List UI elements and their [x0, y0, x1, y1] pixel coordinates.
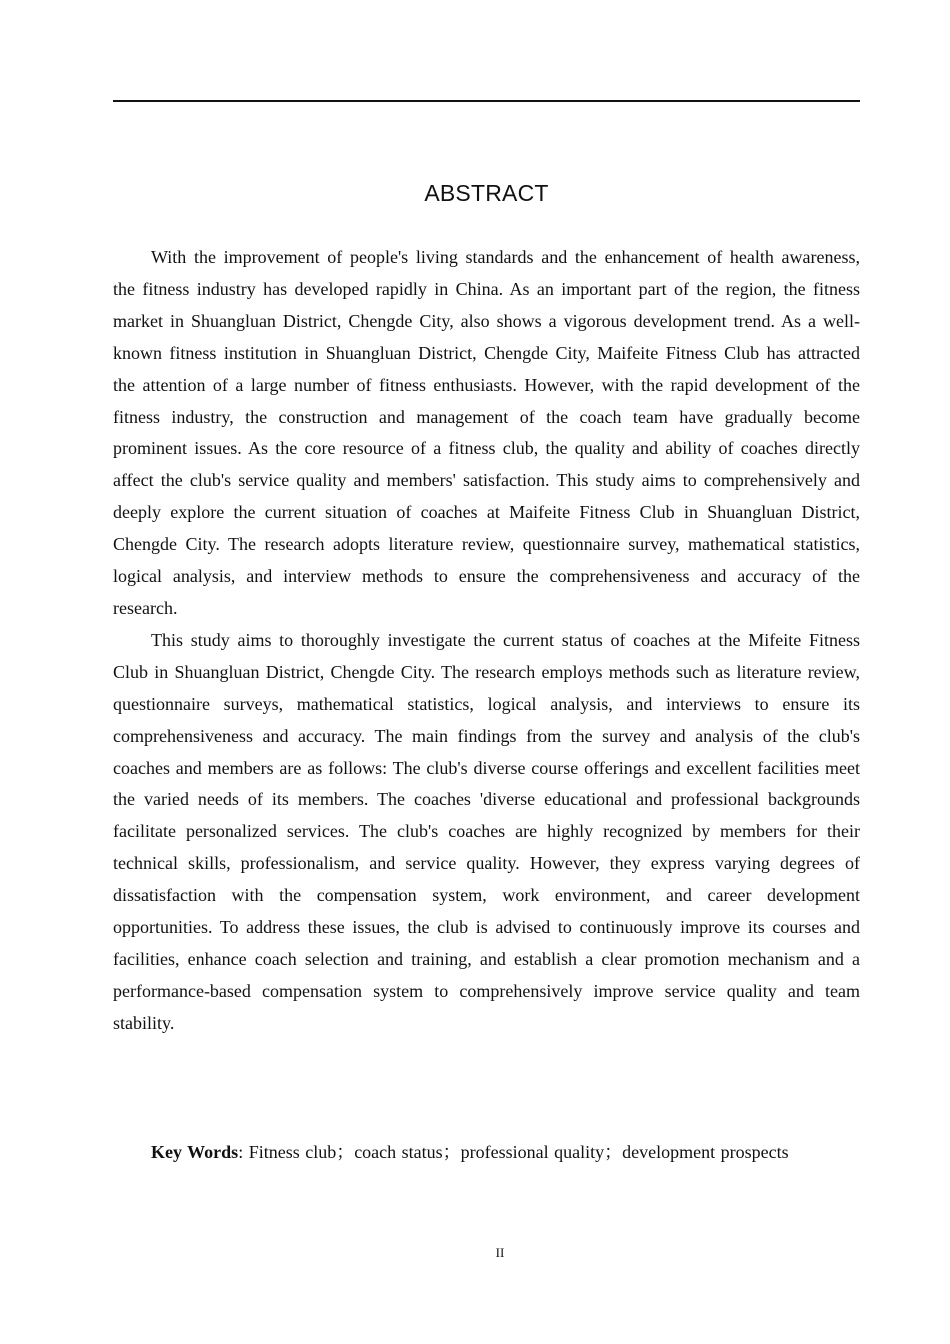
header-rule	[113, 100, 860, 102]
keywords-label: Key Words	[151, 1142, 239, 1162]
abstract-paragraph-1: With the improvement of people's living standards and the enhancement of health awareness, the fitness industry has developed rapidly in China. As an important part of the region, the fitness market in Shuangluan District, Chengde City, also shows a vigorous development trend. As a well-known fitness institution in Shuangluan District, Chengde City, Maifeite Fitness Club has attracted the attention of a large number of fitness enthusiasts. However, with the rapid development of the fitness industry, the construction and management of the coach team have gradually become prominent issues. As the core resource of a fitness club, the quality and ability of coaches directly affect the club's service quality and members' satisfaction. This study aims to comprehensively and deeply explore the current situation of coaches at Maifeite Fitness Club in Shuangluan District, Chengde City. The research adopts literature review, questionnaire survey, mathematical statistics, logical analysis, and interview methods to ensure the comprehensiveness and accuracy of the research.	[113, 247, 860, 618]
keywords-line	[151, 1137, 871, 1167]
page-number: II	[495, 1245, 505, 1260]
abstract-body	[113, 242, 860, 1040]
keywords-text: : Fitness club；coach status；professional quality；development prospects	[238, 1142, 789, 1162]
abstract-paragraph-2: This study aims to thoroughly investigate the current status of coaches at the Mifeite Fitness Club in Shuangluan District, Chengde City. The research employs methods such as literature review, questionnaire surveys, mathematical statistics, logical analysis, and interviews to ensure its comprehensiveness and accuracy. The main findings from the survey and analysis of the club's coaches and members are as follows: The club's diverse course offerings and excellent facilities meet the varied needs of its members. The coaches 'diverse educational and professional backgrounds facilitate personalized services. The club's coaches are highly recognized by members for their technical skills, professionalism, and service quality. However, they express varying degrees of dissatisfaction with the compensation system, work environment, and career development opportunities. To address these issues, the club is advised to continuously improve its courses and facilities, enhance coach selection and training, and establish a clear promotion mechanism and a performance-based compensation system to comprehensively improve service quality and team stability.	[113, 629, 860, 1033]
abstract-title: ABSTRACT	[424, 180, 549, 206]
